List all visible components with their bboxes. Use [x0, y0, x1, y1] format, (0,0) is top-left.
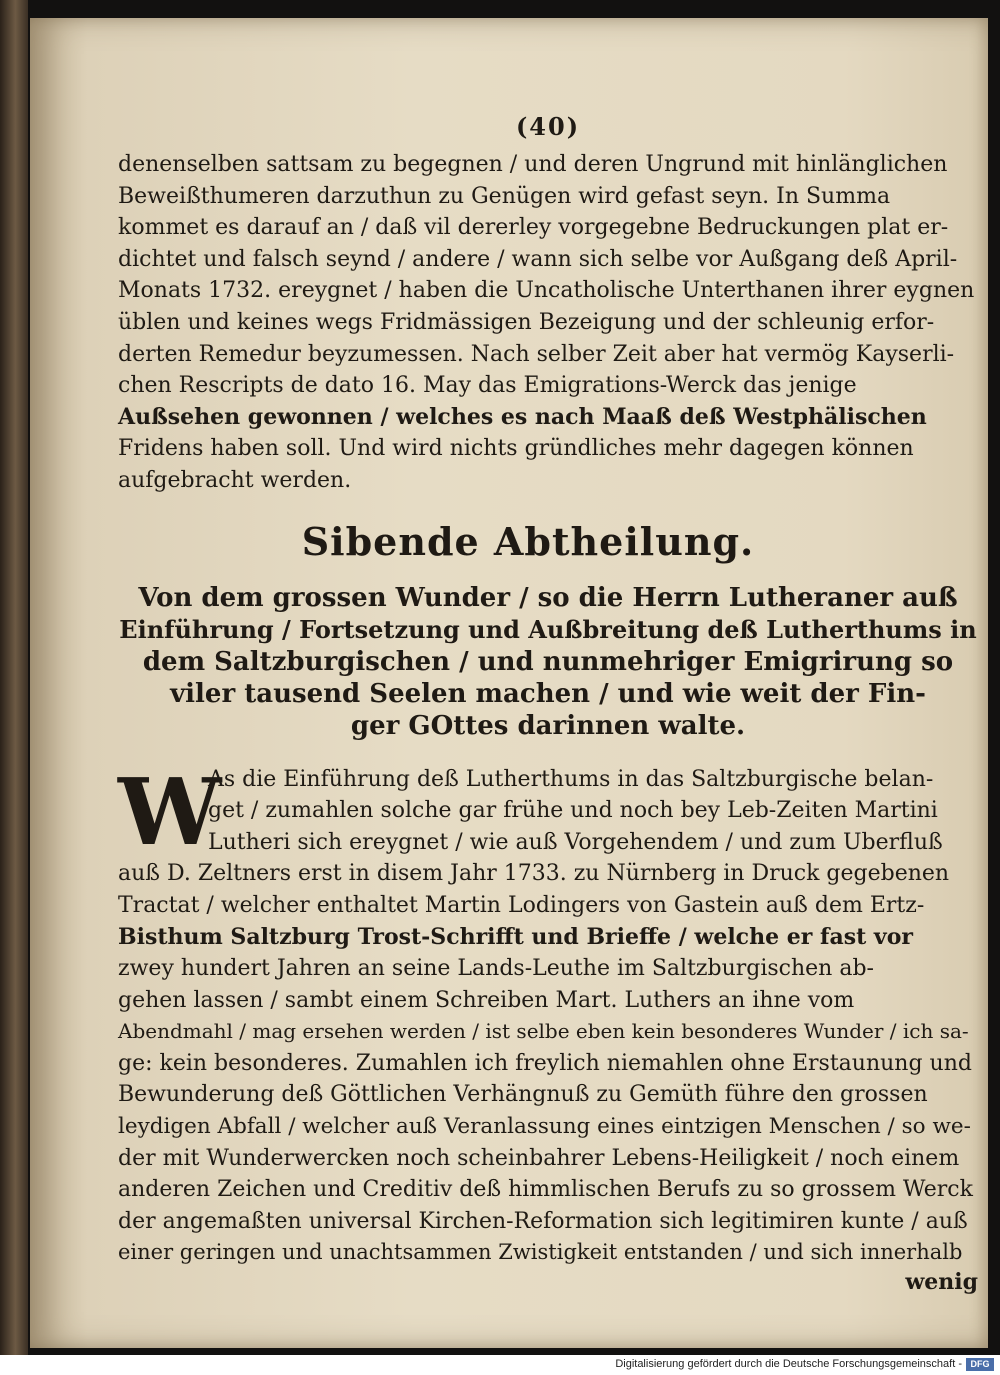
text-line: auß D. Zeltners erst in disem Jahr 1733. zu Nürnberg in Druck gegebenen — [118, 861, 950, 887]
footer-bar — [0, 1355, 1000, 1375]
text-line: Abendmahl / mag ersehen werden / ist selbe eben kein besonderes Wunder / ich sa- — [118, 1019, 969, 1044]
text-line: üblen und keines wegs Fridmässigen Bezeigung und der schleunig erfor- — [118, 309, 935, 335]
text-line: Monats 1732. ereygnet / haben die Uncatholische Unterthanen ihrer eygnen — [118, 278, 975, 304]
text-line: der angemaßten universal Kirchen-Reformation sich legitimiren kunte / auß — [118, 1208, 968, 1234]
text-line: Tractat / welcher enthaltet Martin Lodingers von Gastein auß dem Ertz- — [118, 892, 925, 918]
paragraph-1 — [118, 149, 978, 497]
text-line: Lutheri sich ereygnet / wie auß Vorgehendem / und zum Uberfluß — [208, 829, 943, 855]
subheading-line: dem Saltzburgischen / und nunmehriger Emigrirung so — [142, 646, 954, 677]
catchword: wenig — [905, 1269, 978, 1296]
text-line: denenselben sattsam zu begegnen / und deren Ungrund mit hinlänglichen — [118, 152, 948, 177]
text-line: zwey hundert Jahren an seine Lands-Leuthe im Saltzburgischen ab- — [118, 956, 874, 982]
text-line: gehen lassen / sambt einem Schreiben Mart. Luthers an ihne vom — [118, 987, 855, 1013]
paragraph-2 — [118, 757, 978, 1296]
subheading-line: ger GOttes darinnen walte. — [350, 710, 746, 741]
page-number-header: (40) — [515, 112, 581, 141]
text-line: Beweißthumeren darzuthun zu Genügen wird gefast seyn. In Summa — [118, 183, 891, 209]
section-subheading — [118, 582, 978, 742]
text-line: dichtet und falsch seynd / andere / wann sich selbe vor Außgang deß April- — [118, 246, 958, 272]
subheading-line: Von dem grossen Wunder / so die Herrn Lutheraner auß — [138, 582, 958, 613]
text-line: der mit Wunderwercken noch scheinbahrer Lebens-Heiligkeit / noch einem — [118, 1145, 960, 1171]
text-line: aufgebracht werden. — [118, 467, 352, 493]
text-line: get / zumahlen solche gar frühe und noch bey Leb-Zeiten Martini — [208, 798, 938, 824]
text-line: chen Rescripts de dato 16. May das Emigrations-Werck das jenige — [118, 373, 857, 399]
text-line: leydigen Abfall / welcher auß Veranlassung eines eintzigen Menschen / so we- — [118, 1114, 971, 1140]
drop-cap: W — [118, 757, 222, 866]
page-text — [118, 112, 978, 1295]
text-line: derten Remedur beyzumessen. Nach selber Zeit aber hat vermög Kayserli- — [118, 341, 955, 367]
dfg-logo: DFG — [966, 1358, 994, 1371]
text-line: As die Einführung deß Lutherthums in das Saltzburgische belan- — [208, 766, 934, 792]
text-line: ge: kein besonderes. Zumahlen ich freylich niemahlen ohne Erstaunung und — [118, 1050, 972, 1076]
text-line: Fridens haben soll. Und wird nichts gründliches mehr dagegen können — [118, 436, 914, 462]
section-heading: Sibende Abtheilung. — [301, 518, 755, 564]
subheading-line: Einführung / Fortsetzung und Außbreitung deß Lutherthums in — [119, 614, 977, 644]
text-line: Bisthum Saltzburg Trost-Schrifft und Brieffe / welche er fast vor — [118, 923, 913, 950]
funding-notice: Digitalisierung gefördert durch die Deutsche Forschungsgemeinschaft - — [615, 1358, 962, 1370]
text-line: Außsehen gewonnen / welches es nach Maaß deß Westphälischen — [118, 403, 927, 430]
text-line: Bewunderung deß Göttlichen Verhängnuß zu Gemüth führe den grossen — [118, 1082, 928, 1108]
book-spine-edge — [0, 0, 28, 1355]
text-line: kommet es darauf an / daß vil dererley vorgegebne Bedruckungen plat er- — [118, 215, 949, 241]
subheading-line: viler tausend Seelen machen / und wie weit der Fin- — [170, 678, 926, 709]
text-line: anderen Zeichen und Creditiv deß himmlischen Berufs zu so grossem Werck — [118, 1177, 973, 1203]
text-line: einer geringen und unachtsammen Zwistigkeit entstanden / und sich innerhalb — [118, 1240, 963, 1265]
